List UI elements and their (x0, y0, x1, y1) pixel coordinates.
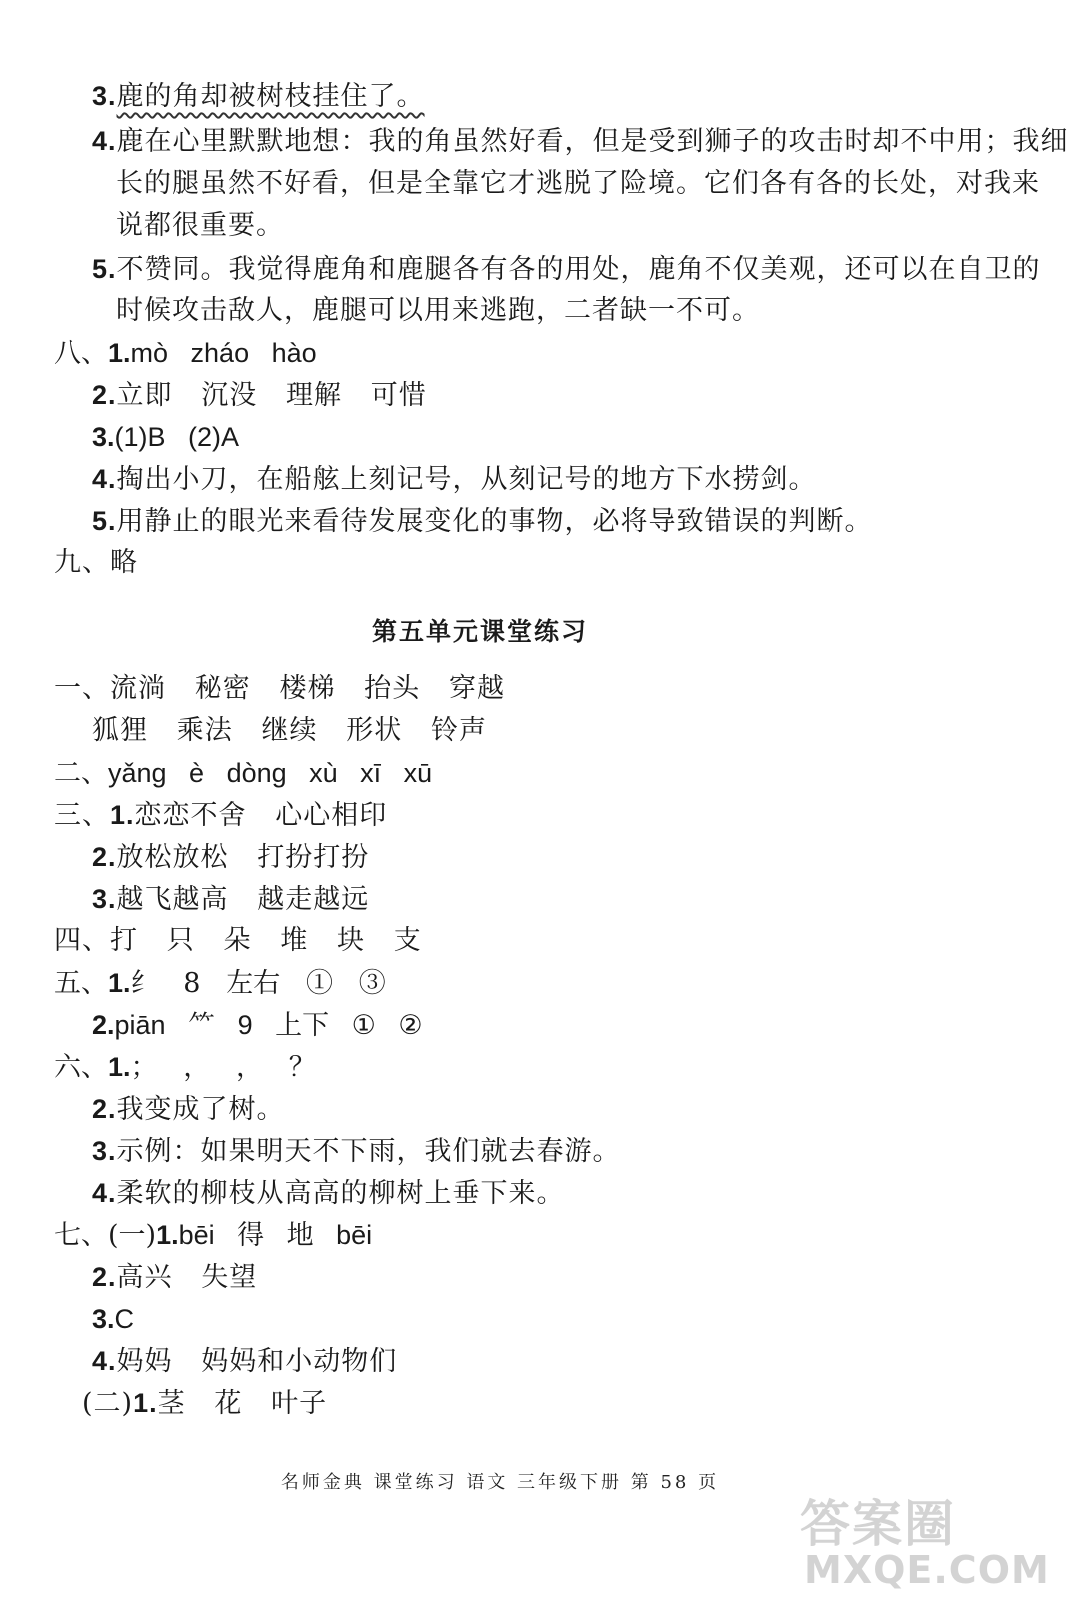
item-number: 2. (92, 842, 117, 872)
item-number: 2. (92, 1094, 117, 1124)
item-number: 4. (92, 464, 117, 494)
answer-line (54, 757, 432, 790)
pinyin-text: mò zháo hào (130, 338, 317, 368)
answer-line (92, 1177, 565, 1210)
item-number: 1. (156, 1220, 179, 1250)
section-prefix: 七、(一) (54, 1220, 157, 1251)
answer-line (54, 799, 387, 832)
answer-line (92, 1303, 134, 1336)
answer-line (54, 337, 317, 370)
item-number: 3. (92, 884, 117, 914)
answer-line (92, 841, 369, 874)
answer-text: 流淌 秘密 楼梯 抬头 穿越 (110, 673, 505, 704)
answer-text: 打 只 朵 堆 块 支 (110, 925, 422, 956)
answer-text: 放松放松 打扮打扮 (116, 842, 370, 873)
answer-line (54, 1051, 316, 1084)
item-number: 3. (92, 81, 117, 111)
section-prefix: 六、 (54, 1052, 108, 1083)
answer-line (92, 1135, 621, 1168)
section-prefix: 一、 (54, 673, 110, 704)
section-prefix: 四、 (54, 925, 110, 956)
answer-text: ； ， ， ？ (130, 1052, 316, 1083)
answer-text: 示例：如果明天不下雨，我们就去春游。 (116, 1136, 621, 1167)
answer-line (92, 715, 487, 747)
answer-text: bēi 得 地 bēi (178, 1220, 373, 1250)
answer-text: 茎 花 叶子 (157, 1388, 328, 1419)
item-number: 5. (92, 506, 117, 536)
answer-text: 柔软的柳枝从高高的柳树上垂下来。 (116, 1178, 565, 1209)
answer-line (92, 463, 817, 496)
answer-text: C (114, 1304, 135, 1334)
section-prefix: 五、 (54, 968, 108, 999)
section-prefix: 二、 (54, 758, 108, 789)
answer-line (92, 1345, 397, 1378)
answer-line (54, 967, 386, 1000)
answer-line (92, 1261, 257, 1294)
answer-line (54, 1219, 372, 1252)
answer-line (92, 125, 1069, 158)
answer-text: 鹿的角却被树枝挂住了。 (116, 81, 425, 112)
item-number: 1. (110, 800, 135, 830)
answer-line (54, 673, 505, 705)
answer-text: (1)B (2)A (114, 422, 240, 452)
section-prefix: 三、 (54, 800, 110, 831)
answer-line (116, 210, 284, 242)
item-number: 2. (92, 1262, 117, 1292)
answer-text: 不赞同。我觉得鹿角和鹿腿各有各的用处，鹿角不仅美观，还可以在自卫的 (116, 254, 1041, 285)
section-prefix: 九、 (54, 547, 110, 578)
answer-text: 恋恋不舍 心心相印 (134, 800, 388, 831)
item-number: 1. (133, 1388, 158, 1418)
answer-line (92, 505, 873, 538)
answer-text: 妈妈 妈妈和小动物们 (116, 1346, 398, 1377)
answer-line (92, 883, 369, 916)
pinyin-text: yǎng è dòng xù xī xū (108, 758, 433, 788)
item-number: 3. (92, 1304, 115, 1334)
answer-line (116, 295, 760, 327)
item-number: 1. (108, 1052, 131, 1082)
item-number: 4. (92, 126, 117, 156)
item-number: 4. (92, 1178, 117, 1208)
answer-text: 我变成了树。 (116, 1094, 285, 1125)
answer-text: 掏出小刀，在船舷上刻记号，从刻记号的地方下水捞剑。 (116, 464, 817, 495)
answer-line (54, 547, 138, 579)
page-footer: 名师金典 课堂练习 语文 三年级下册 第 58 页 (280, 1472, 720, 1493)
watermark-main: 答案圈 (800, 1495, 956, 1553)
item-number: 4. (92, 1346, 117, 1376)
answer-text: 长的腿虽然不好看，但是全靠它才逃脱了险境。它们各有各的长处，对我来 (116, 168, 1040, 199)
answer-text: 用静止的眼光来看待发展变化的事物，必将导致错误的判断。 (116, 506, 873, 537)
item-number: 3. (92, 1136, 117, 1166)
watermark-sub: MXQE.COM (804, 1548, 1050, 1592)
answer-text: 鹿在心里默默地想：我的角虽然好看，但是受到狮子的攻击时却不中用；我细 (116, 126, 1069, 157)
item-number: 2. (92, 1010, 115, 1040)
answer-line (92, 1093, 285, 1126)
answer-text: 时候攻击敌人，鹿腿可以用来逃跑，二者缺一不可。 (116, 295, 760, 326)
answer-line (116, 168, 1040, 200)
watermark-logo (796, 1482, 1050, 1600)
answer-text: 高兴 失望 (116, 1262, 258, 1293)
item-number: 5. (92, 254, 117, 284)
item-number: 2. (92, 380, 117, 410)
answer-text: 立即 沉没 理解 可惜 (116, 380, 427, 411)
answer-text: 说都很重要。 (116, 210, 284, 241)
section-prefix: (二) (82, 1388, 134, 1419)
answer-line (92, 1009, 423, 1042)
answer-line (82, 1387, 327, 1420)
answer-line (92, 253, 1041, 286)
answer-line (92, 80, 425, 113)
answer-line (54, 925, 422, 957)
answer-text: 狐狸 乘法 继续 形状 铃声 (92, 715, 487, 746)
item-number: 3. (92, 422, 115, 452)
answer-text: piān ⺮ 9 上下 ① ② (114, 1010, 423, 1040)
item-number: 1. (108, 338, 131, 368)
answer-text: 略 (110, 547, 138, 578)
answer-text: 纟 8 左右 ① ③ (130, 968, 386, 999)
answer-line (92, 379, 427, 412)
section-title: 第五单元课堂练习 (371, 617, 588, 646)
section-prefix: 八、 (54, 338, 108, 369)
answer-line (92, 421, 239, 454)
answer-text: 越飞越高 越走越远 (116, 884, 370, 915)
item-number: 1. (108, 968, 131, 998)
